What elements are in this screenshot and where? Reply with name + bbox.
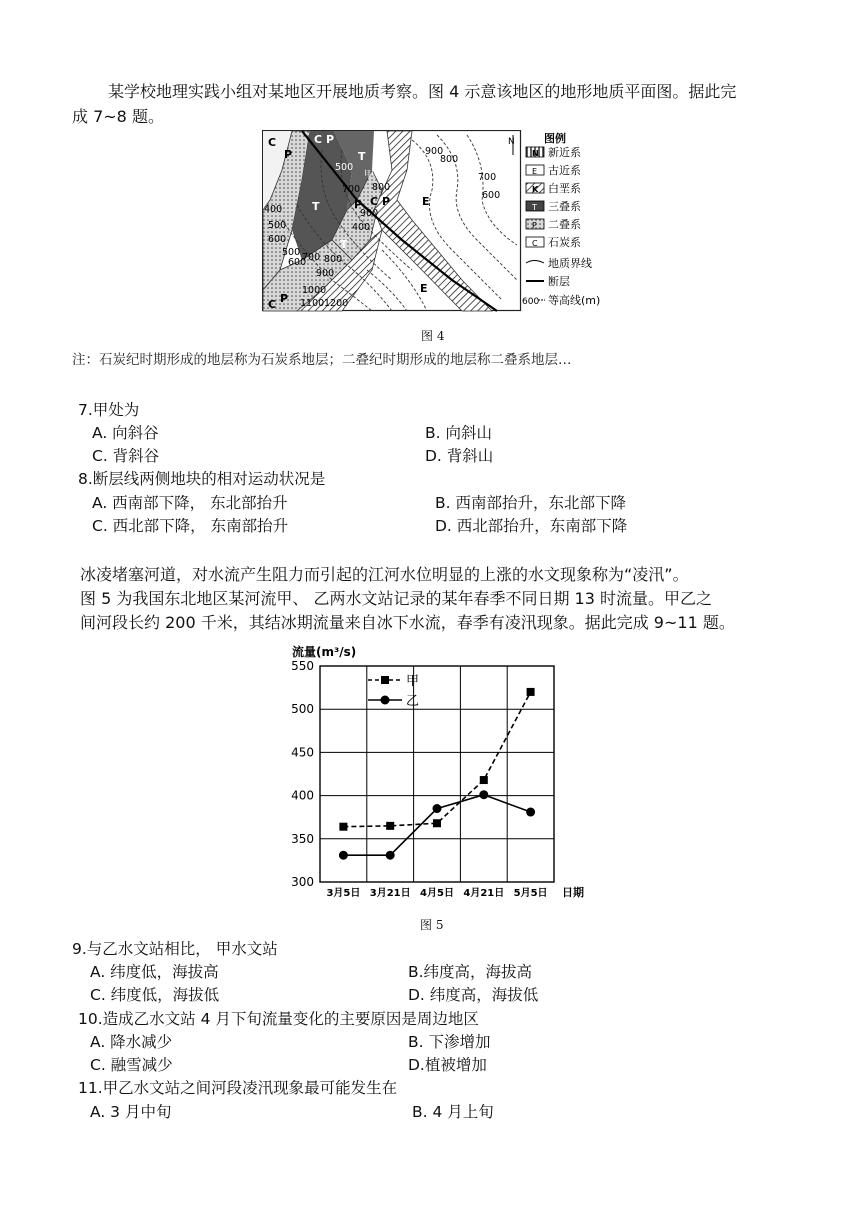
- legend-code-contour: 600: [522, 297, 540, 307]
- legend-marker-yi: [381, 696, 390, 705]
- q11-option-b[interactable]: B. 4 月上旬: [412, 1103, 494, 1121]
- q7-option-c[interactable]: C. 背斜谷: [92, 447, 160, 465]
- map-label-p-north: P: [326, 133, 335, 146]
- contour-label-800-south: 800: [324, 254, 343, 265]
- q8-option-d[interactable]: D. 西北部抬升，东南部下降: [435, 517, 628, 535]
- svg-text:N: N: [508, 137, 515, 147]
- data-point-yi: [339, 851, 348, 860]
- map-label-t-northeast: T: [358, 150, 366, 163]
- legend-label-carboniferous: 石炭系: [548, 236, 581, 249]
- q9-option-b[interactable]: B.纬度高，海拔高: [408, 963, 533, 981]
- legend-label-contour: 等高线(m): [548, 294, 601, 307]
- legend-code-k: K: [532, 185, 539, 194]
- legend-label-cretaceous: 白垩系: [548, 182, 581, 195]
- contour-label-1000-south: 1000: [302, 285, 327, 296]
- q7-option-d[interactable]: D. 背斜山: [425, 447, 494, 465]
- legend-code-p: P: [532, 221, 537, 230]
- y-tick-label: 400: [291, 788, 314, 803]
- q9-option-a[interactable]: A. 纬度低，海拔高: [90, 963, 219, 981]
- q7-option-a[interactable]: A. 向斜谷: [92, 424, 159, 442]
- legend-marker-jia: [381, 676, 389, 684]
- contour-label-600-east: 600: [482, 190, 501, 201]
- legend-label-geologic-boundary: 地质界线: [548, 257, 592, 270]
- contour-label-700-north: 700: [342, 184, 361, 195]
- map-label-c-west: C: [268, 136, 277, 149]
- note-text: 注：石炭纪时期形成的地层称为石炭系地层；二叠纪时期形成的地层称二叠系地层…: [72, 352, 572, 368]
- contour-label-500-west: 500: [268, 220, 287, 231]
- contour-label-1100-south: 1100: [300, 298, 325, 309]
- intro-paragraph-2-line-3: 间河段长约 200 千米，其结冰期流量来自冰下水流，春季有凌汛现象。据此完成 9~11 题。: [80, 613, 735, 632]
- data-point-jia: [433, 819, 441, 827]
- legend-label-fault: 断层: [548, 275, 570, 288]
- map-label-t-center: T: [312, 200, 320, 213]
- data-point-jia: [339, 823, 347, 831]
- legend-label-triassic: 三叠系: [548, 200, 581, 213]
- x-tick-label: 3月5日: [326, 888, 361, 899]
- legend-title: 图例: [544, 132, 566, 145]
- plot-frame: [320, 666, 554, 882]
- marker-jia: 甲: [364, 170, 374, 181]
- intro-paragraph-2-line-2: 图 5 为我国东北地区某河流甲、 乙两水文站记录的某年春季不同日期 13 时流量。甲乙之: [80, 589, 712, 608]
- data-point-jia: [527, 688, 535, 696]
- contour-label-700-east: 700: [478, 172, 497, 183]
- y-tick-label: 350: [291, 831, 314, 846]
- q10-option-a[interactable]: A. 降水减少: [90, 1033, 173, 1051]
- contour-label-400-west: 400: [264, 204, 283, 215]
- map-label-c-north: C: [314, 133, 323, 146]
- legend-label-neogene: 新近系: [548, 146, 581, 159]
- q9-option-d[interactable]: D. 纬度高，海拔低: [408, 986, 539, 1004]
- figure-4-caption: 图 4: [421, 329, 445, 343]
- data-point-jia: [480, 776, 488, 784]
- map-label-c-center: C: [370, 195, 379, 208]
- q8-option-a[interactable]: A. 西南部下降， 东北部抬升: [92, 494, 288, 512]
- contour-label-900-northeast: 900: [425, 146, 444, 157]
- data-point-jia: [386, 822, 394, 830]
- q10-option-d[interactable]: D.植被增加: [408, 1056, 487, 1074]
- y-tick-label: 450: [291, 745, 314, 760]
- contour-label-600-southwest: 600: [288, 257, 307, 268]
- q9-option-c[interactable]: C. 纬度低，海拔低: [90, 986, 220, 1004]
- contour-label-500-southwest: 500: [282, 247, 301, 258]
- q10-option-b[interactable]: B. 下渗增加: [408, 1033, 491, 1051]
- q8-stem: 8.断层线两侧地块的相对运动状况是: [78, 470, 326, 488]
- legend-code-e: E: [532, 167, 538, 176]
- contour-label-500-north: 500: [335, 162, 354, 173]
- contour-label-900-center: 900: [360, 208, 379, 219]
- contour-label-800-center: 800: [372, 182, 391, 193]
- data-point-yi: [479, 790, 488, 799]
- q11-option-a[interactable]: A. 3 月中旬: [90, 1103, 172, 1121]
- y-tick-label: 500: [291, 702, 314, 717]
- map-label-t-south: T: [340, 238, 348, 251]
- intro-paragraph-1-line-2: 成 7~8 题。: [72, 107, 164, 126]
- flow-chart-figure: [270, 640, 590, 905]
- data-point-yi: [433, 804, 442, 813]
- x-axis-label: 日期: [562, 886, 584, 899]
- y-axis-label: 流量(m³/s): [292, 645, 357, 659]
- data-point-yi: [386, 851, 395, 860]
- map-label-e-south: E: [420, 282, 428, 295]
- map-legend: [522, 145, 600, 307]
- x-tick-label: 4月5日: [420, 888, 454, 899]
- contour-label-400-center: 400: [352, 222, 371, 233]
- legend-label-yi: 乙: [406, 694, 420, 709]
- q10-stem: 10.造成乙水文站 4 月下旬流量变化的主要原因是周边地区: [78, 1010, 479, 1028]
- q7-option-b[interactable]: B. 向斜山: [425, 424, 492, 442]
- x-tick-label: 5月5日: [513, 888, 548, 899]
- map-label-p-center: P: [354, 198, 363, 211]
- legend-code-n: N: [532, 149, 539, 158]
- intro-paragraph-1-line-1: 某学校地理实践小组对某地区开展地质考察。图 4 示意该地区的地形地质平面图。据此完: [108, 82, 737, 101]
- legend-code-c: C: [532, 239, 538, 248]
- contour-label-1200-south: 1200: [324, 298, 349, 309]
- map-label-e-north: E: [422, 195, 430, 208]
- y-tick-label: 300: [291, 875, 314, 889]
- x-tick-label: 3月21日: [369, 888, 411, 899]
- q7-stem: 7.甲处为: [78, 401, 140, 419]
- contour-label-900-south: 900: [316, 268, 335, 279]
- data-point-yi: [526, 808, 535, 817]
- map-label-c-southwest: C: [268, 298, 277, 311]
- map-label-p-southwest: P: [280, 292, 289, 305]
- q8-option-c[interactable]: C. 西北部下降， 东南部抬升: [92, 517, 289, 535]
- map-label-p-west: P: [284, 148, 293, 161]
- q11-stem: 11.甲乙水文站之间河段凌汛现象最可能发生在: [78, 1079, 398, 1097]
- contour-label-600-west: 600: [268, 234, 287, 245]
- q10-option-c[interactable]: C. 融雪减少: [90, 1056, 173, 1074]
- q9-stem: 9.与乙水文站相比， 甲水文站: [72, 940, 278, 958]
- contour-label-700-southwest: 700: [302, 252, 321, 263]
- geological-map-figure: [262, 130, 624, 312]
- contour-label-800-northeast: 800: [440, 154, 459, 165]
- q8-option-b[interactable]: B. 西南部抬升，东北部下降: [435, 494, 626, 512]
- legend-code-t: T: [532, 203, 537, 212]
- legend-label-permian: 二叠系: [548, 218, 581, 231]
- x-tick-label: 4月21日: [463, 888, 505, 899]
- legend-label-paleogene: 古近系: [548, 164, 581, 177]
- y-tick-label: 550: [291, 659, 314, 673]
- figure-5-caption: 图 5: [420, 918, 444, 932]
- legend-label-jia: 甲: [406, 674, 420, 689]
- intro-paragraph-2-line-1: 冰凌堵塞河道，对水流产生阻力而引起的江河水位明显的上涨的水文现象称为“凌汛”。: [80, 565, 689, 584]
- map-label-p-east: P: [382, 195, 391, 208]
